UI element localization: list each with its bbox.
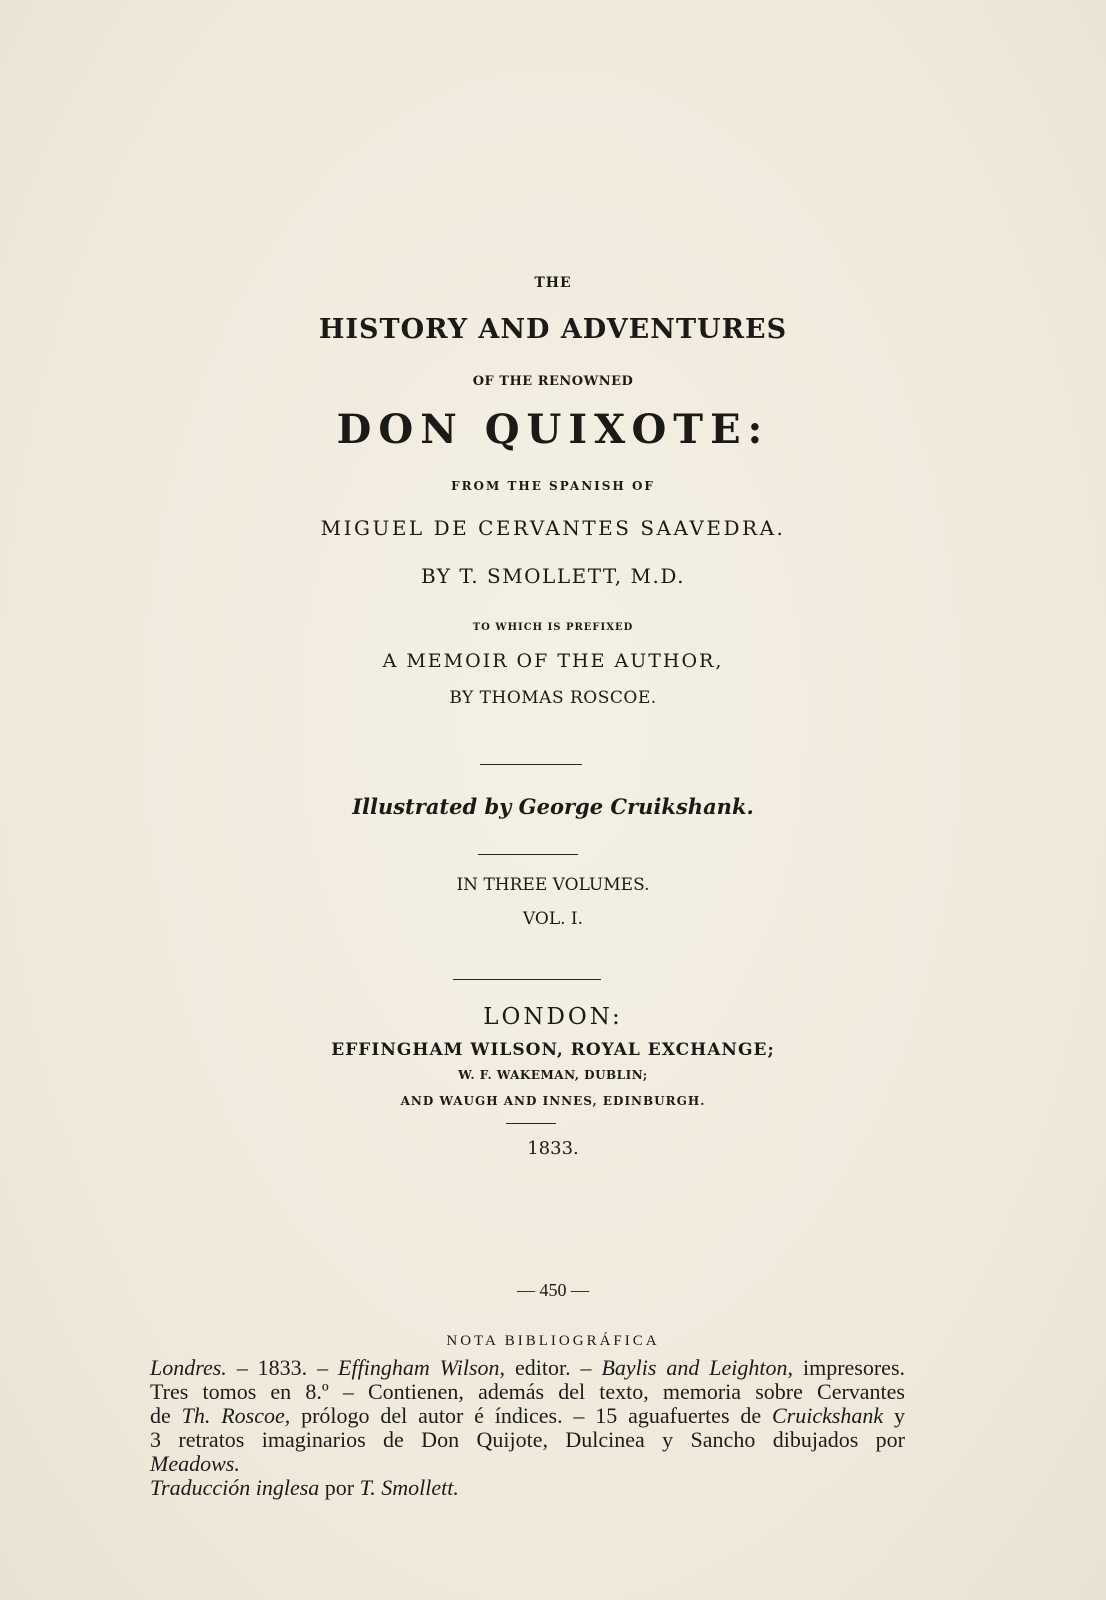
note-text: Londres. bbox=[150, 1355, 227, 1380]
author-name: MIGUEL DE CERVANTES SAAVEDRA. bbox=[320, 516, 786, 540]
note-line bbox=[150, 1356, 905, 1380]
illustrated-line: Illustrated by George Cruikshank. bbox=[352, 794, 754, 819]
prefixed-label: TO WHICH IS PREFIXED bbox=[472, 622, 634, 633]
memoir-line: A MEMOIR OF THE AUTHOR, bbox=[382, 650, 724, 672]
note-text: Baylis and Leighton, bbox=[601, 1355, 794, 1380]
divider-rule bbox=[506, 1123, 556, 1124]
note-text: Effingham Wilson, bbox=[338, 1355, 506, 1380]
note-line bbox=[150, 1404, 905, 1428]
note-text: Cruickshank bbox=[771, 1403, 884, 1428]
note-text: por bbox=[319, 1475, 360, 1500]
note-text: de bbox=[150, 1403, 182, 1428]
page-number: — 450 — bbox=[517, 1280, 589, 1300]
volumes-line: IN THREE VOLUMES. bbox=[456, 875, 650, 895]
publication-year: 1833. bbox=[527, 1138, 579, 1159]
bibliographic-note bbox=[150, 1356, 905, 1500]
memoir-author-line: BY THOMAS ROSCOE. bbox=[449, 688, 657, 708]
note-heading: NOTA BIBLIOGRÁFICA bbox=[446, 1333, 660, 1349]
publisher-line: AND WAUGH AND INNES, EDINBURGH. bbox=[400, 1094, 706, 1108]
london-label: LONDON: bbox=[483, 1004, 623, 1030]
publisher-line: W. F. WAKEMAN, DUBLIN; bbox=[458, 1068, 648, 1082]
note-text: editor. – bbox=[505, 1355, 602, 1380]
note-line bbox=[150, 1476, 905, 1500]
note-text: – 1833. – bbox=[226, 1355, 339, 1380]
the-label: THE bbox=[534, 275, 572, 291]
divider-rule bbox=[480, 764, 582, 765]
volume-number: VOL. I. bbox=[522, 909, 584, 929]
note-text: Meadows. bbox=[150, 1451, 240, 1476]
don-quixote-title: DON QUIXOTE: bbox=[336, 406, 770, 453]
note-text: Th. Roscoe, bbox=[181, 1403, 291, 1428]
note-line: 3 retratos imaginarios de Don Quijote, Dulcinea y Sancho dibujados por bbox=[150, 1427, 905, 1452]
history-title: HISTORY AND ADVENTURES bbox=[318, 314, 788, 345]
divider-rule bbox=[453, 979, 601, 980]
divider-rule bbox=[478, 854, 578, 855]
note-text: prólogo del autor é índices. – 15 aguafuertes de bbox=[290, 1403, 772, 1428]
note-line: Tres tomos en 8.º – Contienen, además del texto, memoria sobre Cervantes bbox=[150, 1379, 905, 1404]
renowned-label: OF THE RENOWNED bbox=[472, 374, 634, 389]
note-text: y bbox=[883, 1403, 906, 1428]
translator-line: BY T. SMOLLETT, M.D. bbox=[420, 564, 686, 588]
note-text: Traducción inglesa bbox=[150, 1475, 320, 1500]
from-spanish-label: FROM THE SPANISH OF bbox=[451, 479, 655, 493]
note-text: T. Smollett. bbox=[359, 1475, 459, 1500]
note-text: impresores. bbox=[793, 1355, 906, 1380]
note-line bbox=[150, 1452, 905, 1476]
publisher-line: EFFINGHAM WILSON, ROYAL EXCHANGE; bbox=[331, 1040, 775, 1060]
